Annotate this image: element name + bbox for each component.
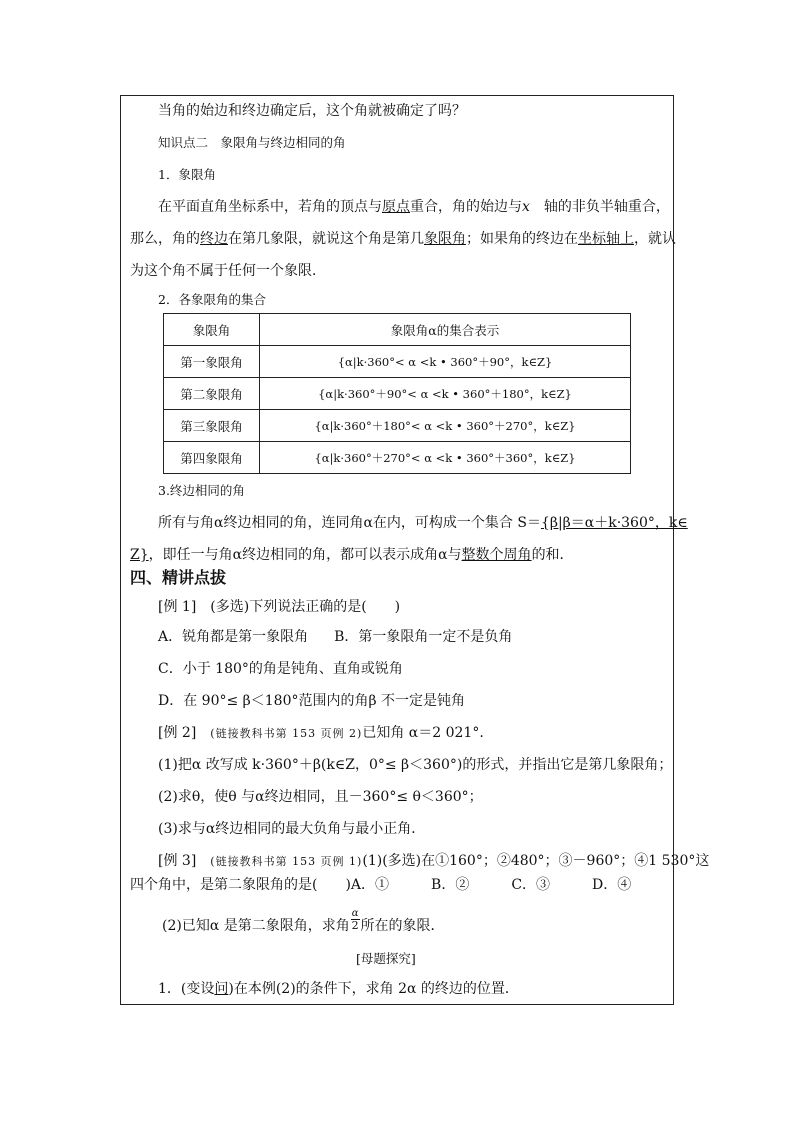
subsection-3-title: 3.终边相同的角: [158, 483, 245, 498]
table-cell: 第一象限角: [164, 346, 260, 378]
paragraph-line: 在平面直角坐标系中，若角的顶点与原点重合，角的始边与x 轴的非负半轴重合，: [158, 199, 670, 215]
table-row: [164, 346, 631, 378]
example-1-question: [例 1] (多选)下列说法正确的是( ): [158, 599, 401, 615]
table-cell: 第四象限角: [164, 442, 260, 474]
paragraph-line: 所有与角α终边相同的角，连同角α在内，可构成一个集合 S＝{β|β＝α＋k·360°，k∈: [158, 515, 688, 531]
fraction-numerator: α: [351, 908, 359, 919]
subsection-1-title: 1．象限角: [158, 167, 216, 182]
option-b: B．第一象限角一定不是负角: [334, 629, 513, 645]
example-2-question: [例 2] (链接教科书第 153 页例 2)已知角 α＝2 021°.: [158, 725, 484, 741]
example-2-part-1: (1)把α 改写成 k·360°＋β(k∈Z，0°≤ β＜360°)的形式，并指出它是第几象限角；: [158, 757, 673, 773]
example-2-part-3: (3)求与α终边相同的最大负角与最小正角．: [158, 821, 426, 837]
example-1-options-ab: [158, 628, 512, 646]
paragraph-line: Z}，即任一与角α终边相同的角，都可以表示成角α与整数个周角的和．: [130, 547, 574, 563]
table-row: [164, 410, 631, 442]
explore-heading: [母题探究]: [356, 951, 416, 966]
table-row: [164, 442, 631, 474]
explore-question-1: 1．(变设问)在本例(2)的条件下，求角 2α 的终边的位置．: [158, 981, 519, 997]
fraction: [351, 908, 360, 932]
example-3-question: [例 3] (链接教科书第 153 页例 1)(1)(多选)在①160°；②480°；③－960°；④1 530°这: [158, 853, 710, 869]
table-row: [164, 378, 631, 410]
example-2-part-2: (2)求θ，使θ 与α终边相同，且－360°≤ θ＜360°；: [158, 789, 483, 805]
table-cell: 第二象限角: [164, 378, 260, 410]
section-4-heading: 四、精讲点拔: [130, 568, 227, 587]
table-cell: {α|k·360°＋90°< α <k • 360°＋180°，k∈Z}: [260, 378, 631, 410]
knowledge-point-2-title: 知识点二 象限角与终边相同的角: [158, 135, 346, 150]
table-cell: 第三象限角: [164, 410, 260, 442]
table-header: 象限角α的集合表示: [260, 314, 631, 346]
quadrant-angle-table: [163, 313, 631, 474]
subsection-2-title: 2．各象限角的集合: [158, 292, 266, 307]
table-header-row: [164, 314, 631, 346]
table-header: 象限角: [164, 314, 260, 346]
example-3-options: 四个角中，是第二象限角的是( )A．① B．② C．③ D．④: [130, 877, 632, 893]
table-cell: {α|k·360°＋270°< α <k • 360°＋360°，k∈Z}: [260, 442, 631, 474]
paragraph-line: 为这个角不属于任何一个象限．: [130, 263, 326, 279]
option-d: D．在 90°≤ β＜180°范围内的角β 不一定是钝角: [158, 693, 466, 709]
table-cell: {α|k·360°< α <k • 360°＋90°，k∈Z}: [260, 346, 631, 378]
example-3-part-2: (2)已知α 是第二象限角，求角 $\frac{\alpha}{2}$ 所在的象限．: [162, 908, 445, 934]
table-cell: {α|k·360°＋180°< α <k • 360°＋270°，k∈Z}: [260, 410, 631, 442]
option-c: C．小于 180°的角是钝角、直角或锐角: [158, 661, 403, 677]
fraction-denominator: 2: [351, 919, 359, 932]
intro-question: 当角的始边和终边确定后，这个角就被确定了吗？: [158, 103, 466, 119]
paragraph-line: 那么，角的终边在第几象限，就说这个角是第几象限角；如果角的终边在坐标轴上，就认: [130, 231, 676, 247]
option-a: A．锐角都是第一象限角: [158, 629, 309, 645]
